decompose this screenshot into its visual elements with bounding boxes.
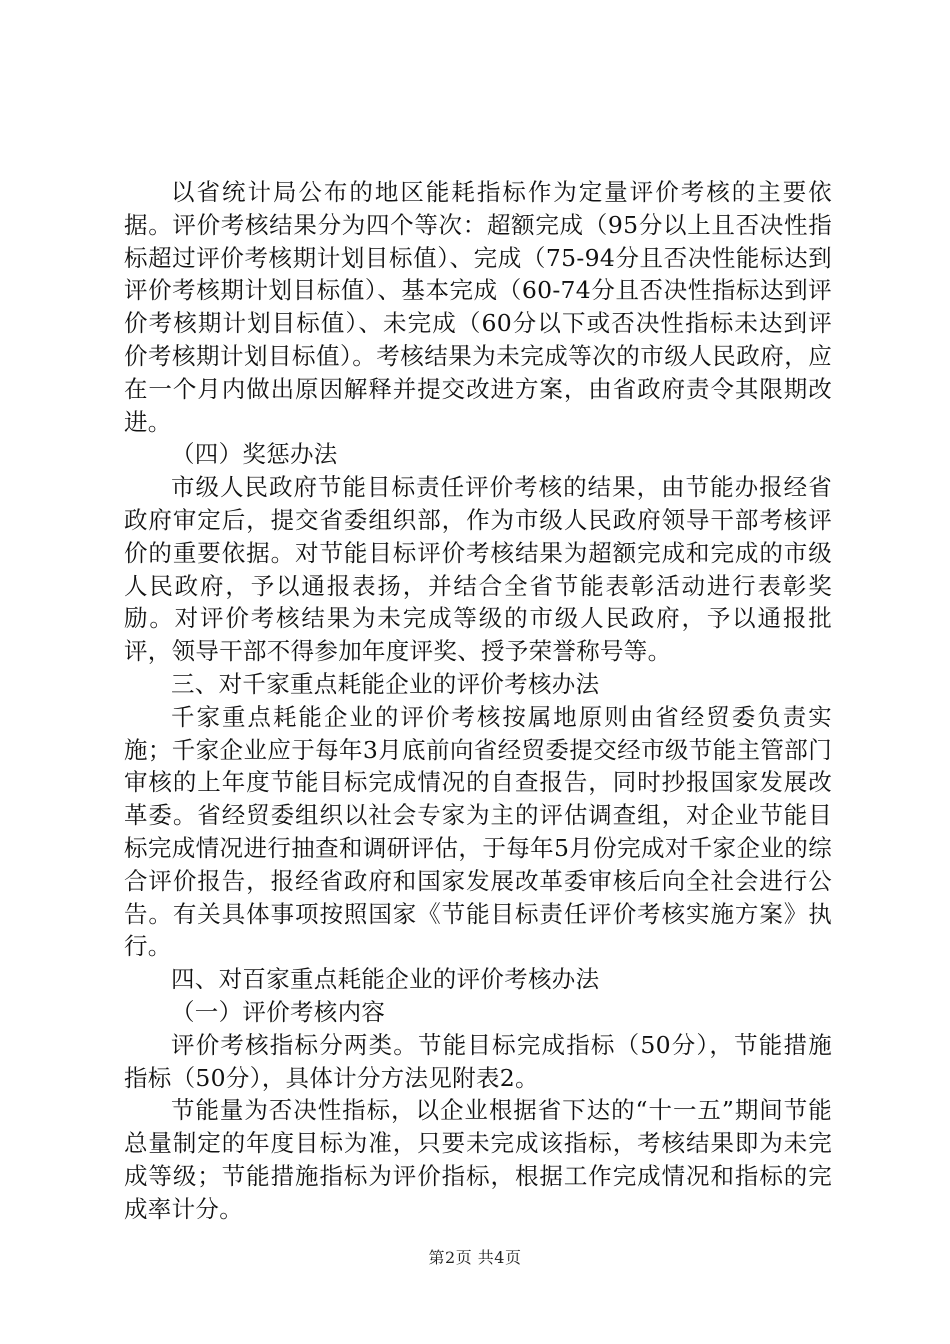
- paragraph-rewards-penalties: 市级人民政府节能目标责任评价考核的结果，由节能办报经省政府审定后，提交省委组织部，作为市级人民政府领导干部考核评价的重要依据。对节能目标评价考核结果为超额完成和完成的市级人民政府，予以通报表扬，并结合全省节能表彰活动进行表彰奖励。对评价考核结果为未完成等级的市级人民政府，予以通报批评，领导干部不得参加年度评奖、授予荣誉称号等。: [124, 473, 832, 666]
- paragraph-indicator-types: 评价考核指标分两类。节能目标完成指标（50分），节能措施指标（50分），具体计分方法见附表2。: [124, 1030, 832, 1092]
- section-heading-assessment-content: （一）评价考核内容: [171, 997, 386, 1026]
- paragraph-thousand-enterprises: 千家重点耗能企业的评价考核按属地原则由省经贸委负责实施；千家企业应于每年3月底前向省经贸委提交经市级节能主管部门审核的上年度节能目标完成情况的自查报告，同时抄报国家发展改革委。省经贸委组织以社会专家为主的评估调查组，对企业节能目标完成情况进行抽查和调研评估，于每年5月份完成对千家企业的综合评价报告，报经省政府和国家发展改革委审核后向全社会进行公告。有关具体事项按照国家《节能目标责任评价考核实施方案》执行。: [124, 702, 832, 961]
- document-body: [124, 176, 832, 1226]
- paragraph-assessment-grades: 以省统计局公布的地区能耗指标作为定量评价考核的主要依据。评价考核结果分为四个等次：超额完成（95分以上且否决性指标超过评价考核期计划目标值）、完成（75-94分且否决性能标达到评价考核期计划目标值）、基本完成（60-74分且否决性指标达到评价考核期计划目标值）、未完成（60分以下或否决性指标未达到评价考核期计划目标值）。考核结果为未完成等次的市级人民政府，应在一个月内做出原因解释并提交改进方案，由省政府责令其限期改进。: [124, 178, 832, 436]
- paragraph-veto-indicator: 节能量为否决性指标，以企业根据省下达的“十一五”期间节能总量制定的年度目标为准，只要未完成该指标，考核结果即为未完成等级；节能措施指标为评价指标，根据工作完成情况和指标的完成率计分。: [124, 1096, 832, 1223]
- section-heading-hundred-enterprises: 四、对百家重点耗能企业的评价考核办法: [171, 965, 600, 994]
- page-footer: 第2页 共4页: [428, 1248, 522, 1267]
- section-heading-rewards-penalties: （四）奖惩办法: [171, 440, 338, 469]
- section-heading-thousand-enterprises: 三、对千家重点耗能企业的评价考核办法: [171, 669, 600, 698]
